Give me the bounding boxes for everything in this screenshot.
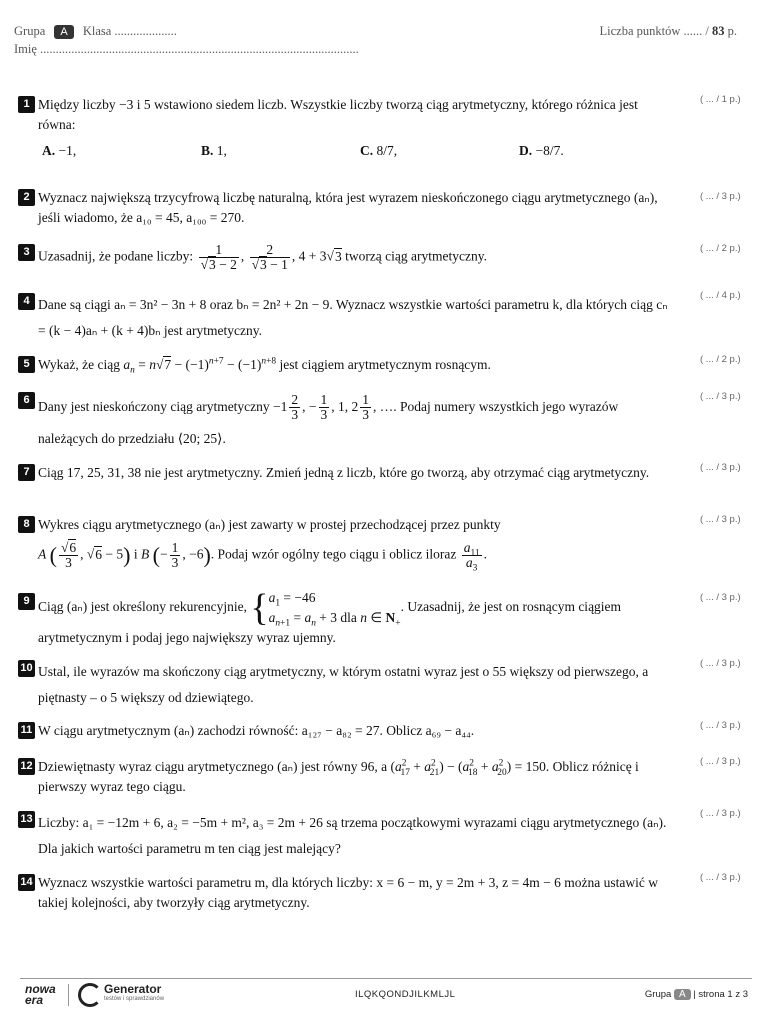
task-text: Dane są ciągi aₙ = 3n² − 3n + 8 oraz bₙ = 2n² + 2n − 9. Wyznacz wszystkie wartości parametru k, dla których ciąg cₙ = (k − 4)aₙ + (k + 4)bₙ jest arytmetyczny. — [38, 297, 668, 338]
answer-b[interactable]: B. 1, — [201, 143, 227, 158]
task-points: ( ... / 3 p.) — [700, 808, 741, 819]
task-number: 9 — [18, 593, 35, 610]
task-points: ( ... / 1 p.) — [700, 94, 741, 105]
task-number: 11 — [18, 722, 35, 739]
task-text: Wyznacz wszystkie wartości parametru m, dla których liczby: x = 6 − m, y = 2m + 3, z = 4m − 6 można ustawić w takiej kolejności, aby tworzyły ciąg arytmetyczny. — [38, 875, 658, 910]
task-9 — [18, 587, 678, 648]
answer-d[interactable]: D. −8/7. — [519, 143, 564, 158]
task-text: Wykaż, że ciąg $a_n = n√7 - (-1)^{n+7} - (-1)^{n+8}$ jest ciągiem arytmetycznym rosnącym. — [38, 356, 491, 376]
header — [14, 24, 754, 57]
task-points: ( ... / 3 p.) — [700, 720, 741, 731]
task-text: Ciąg (aₙ) jest określony rekurencyjnie, {$a_1 = -46$ $a_{n+1} = a_n + 3$ dla n ∈ $N_+$. Uzasadnij, że jest on rosnącym ciągiem arytmetycznym i podaj jego największy wyraz ujemny. — [38, 587, 622, 645]
task-points: ( ... / 2 p.) — [700, 243, 741, 254]
generator-logo: Generator testów i sprawdzianów — [104, 982, 165, 1002]
task-2 — [18, 188, 678, 228]
task-number: 5 — [18, 356, 35, 373]
group-badge: A — [54, 25, 73, 39]
task-number: 1 — [18, 96, 35, 113]
task-points: ( ... / 2 p.) — [700, 354, 741, 365]
task-number: 8 — [18, 516, 35, 533]
task-text: Dziewiętnasty wyraz ciągu arytmetycznego (aₙ) jest równy 96, a $(a^2_{17} + a^2_{21}) - (a^2_{18} + a^2_{20}) = 150$. Oblicz różnicę i pierwszy wyraz tego ciągu. — [38, 758, 639, 794]
task-text: Liczby: a₁ = −12m + 6, a₂ = −5m + m², a₃ = 2m + 26 są trzema początkowymi wyrazami ciągu arytmetycznego (aₙ). Dla jakich wartości parametru m ten ciąg jest malejący? — [38, 815, 667, 856]
task-number: 12 — [18, 758, 35, 775]
task-points: ( ... / 3 p.) — [700, 391, 741, 402]
task-10 — [18, 659, 678, 711]
task-points: ( ... / 3 p.) — [700, 514, 741, 525]
task-11 — [18, 721, 678, 741]
page-indicator: Grupa A | strona 1 z 3 — [644, 989, 748, 1000]
task-text: Uzasadnij, że podane liczby: $\frac{1}{√3 - 2}$ , $\frac{2}{√3 - 1}$ , 4 + 3√3 tworzą ciąg arytmetyczny. — [38, 242, 487, 272]
task-5 — [18, 355, 678, 375]
answer-options — [42, 141, 678, 161]
group-badge: A — [674, 989, 691, 1000]
task-points: ( ... / 4 p.) — [700, 290, 741, 301]
class-label: Klasa .................... — [82, 24, 177, 38]
task-text: W ciągu arytmetycznym (aₙ) zachodzi równość: a₁₂₇ − a₈₂ = 27. Oblicz a₆₉ − a₄₄. — [38, 723, 475, 738]
task-points: ( ... / 3 p.) — [700, 462, 741, 473]
task-points: ( ... / 3 p.) — [700, 872, 741, 883]
task-points: ( ... / 3 p.) — [700, 756, 741, 767]
answer-c[interactable]: C. 8/7, — [360, 143, 398, 158]
footer — [20, 978, 752, 1025]
nowa-era-logo: nowa era — [25, 982, 56, 1007]
task-4 — [18, 292, 678, 344]
task-14 — [18, 873, 678, 913]
answer-a[interactable]: A. −1, — [42, 143, 77, 158]
document-code: ILQKQONDJILKMLJL — [355, 989, 456, 1000]
task-text: Ustal, ile wyrazów ma skończony ciąg arytmetyczny, w którym ostatni wyraz jest o 55 większy od pierwszego, a piętnasty – o 5 większy od dziewiątego. — [38, 664, 649, 705]
task-points: ( ... / 3 p.) — [700, 592, 741, 603]
task-number: 4 — [18, 293, 35, 310]
task-7 — [18, 463, 678, 483]
task-text: Wykres ciągu arytmetycznego (aₙ) jest zawarty w prostej przechodzącej przez punkty A ( $\frac{√6}{3}$ , √6 − 5) i B (− $\frac{1}{3}$ , −6). Podaj wzór ogólny tego ciągu i oblicz iloraz $\frac{a_{11}}{a_3}$ . — [38, 517, 501, 574]
task-13 — [18, 810, 678, 862]
task-12 — [18, 757, 678, 797]
task-number: 6 — [18, 392, 35, 409]
task-text: Między liczby −3 i 5 wstawiono siedem liczb. Wszystkie liczby tworzą ciąg arytmetyczny, którego różnica jest równa: — [38, 97, 638, 132]
task-number: 3 — [18, 244, 35, 261]
task-number: 13 — [18, 811, 35, 828]
generator-logo-icon — [78, 983, 102, 1007]
task-number: 10 — [18, 660, 35, 677]
task-1 — [18, 95, 678, 161]
group-label: Grupa — [14, 24, 46, 38]
task-text: Wyznacz największą trzycyfrową liczbę naturalną, która jest wyrazem nieskończonego ciągu arytmetycznego (aₙ), jeśli wiadomo, że a₁₀ = 45, a₁₀₀ = 270. — [38, 190, 658, 225]
task-number: 2 — [18, 189, 35, 206]
name-line: Imię ...................................................................................................... — [14, 42, 359, 56]
task-3 — [18, 243, 678, 272]
task-points: ( ... / 3 p.) — [700, 191, 741, 202]
task-number: 7 — [18, 464, 35, 481]
points-summary: Liczba punktów ...... / 83 p. — [599, 24, 737, 38]
task-text: Ciąg 17, 25, 31, 38 nie jest arytmetyczny. Zmień jedną z liczb, które go tworzą, aby otrzymać ciąg arytmetyczny. — [38, 465, 650, 480]
task-8 — [18, 515, 678, 574]
task-6 — [18, 391, 678, 455]
task-number: 14 — [18, 874, 35, 891]
task-points: ( ... / 3 p.) — [700, 658, 741, 669]
task-text: Dany jest nieskończony ciąg arytmetyczny −1 $\frac{2}{3}$ , − $\frac{1}{3}$ , 1, 2 $\frac{1}{3}$ , …. Podaj numery wszystkich jego wyrazów należących do przedziału ⟨20; 25⟩. — [38, 392, 619, 446]
